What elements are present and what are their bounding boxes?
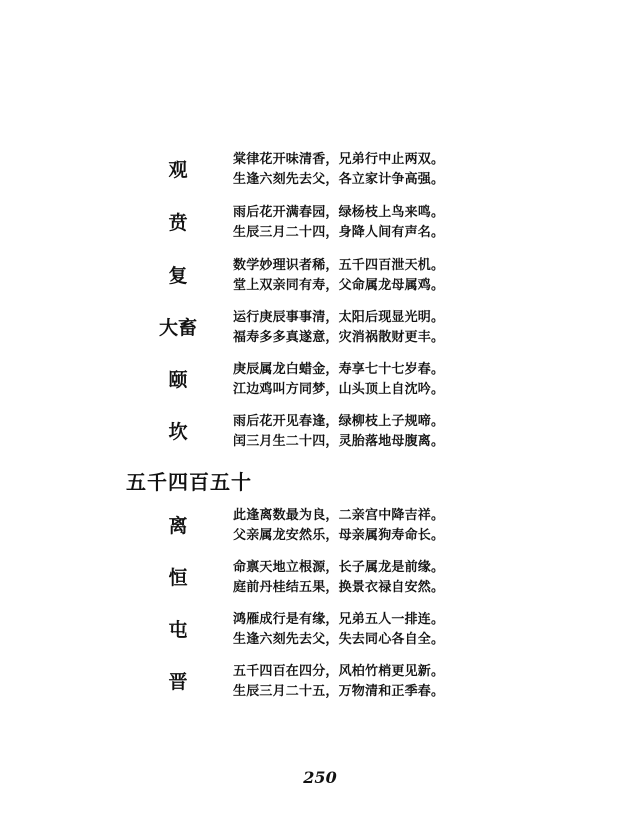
verse-text (233, 506, 444, 546)
verse-line: 雨后花开见春逢，绿柳枝上子规啼。 (233, 414, 445, 429)
hexagram-name: 晋 (168, 671, 188, 693)
verse-entry-yi (0, 360, 640, 400)
verse-line: 生逢六刻先去父，各立家计争高强。 (233, 172, 445, 187)
verse-text (233, 203, 444, 243)
verse-line: 生逢六刻先去父，失去同心各自全。 (233, 632, 445, 647)
verse-text (233, 256, 444, 296)
verse-line: 福寿多多真遂意，灾消祸散财更丰。 (233, 330, 445, 345)
verse-line: 庚辰属龙白蜡金，寿享七十七岁春。 (233, 362, 445, 377)
verse-line: 鸿雁成行是有缘，兄弟五人一排连。 (233, 612, 445, 627)
verse-line: 此逢离数最为良，二亲宫中降吉祥。 (233, 508, 445, 523)
verse-line: 闰三月生二十四，灵胎落地母腹离。 (233, 434, 445, 449)
hexagram-name: 坎 (168, 421, 188, 443)
verse-line: 数学妙理识者稀，五千四百泄天机。 (233, 258, 445, 273)
verse-line: 生辰三月二十四，身降人间有声名。 (233, 225, 445, 240)
verse-line: 雨后花开满春园，绿杨枝上鸟来鸣。 (233, 205, 445, 220)
verse-entry-guan (0, 150, 640, 190)
hexagram-name: 复 (168, 265, 188, 287)
verse-line: 堂上双亲同有寿，父命属龙母属鸡。 (233, 278, 445, 293)
verse-text (233, 610, 444, 650)
hexagram-name: 颐 (168, 369, 188, 391)
hexagram-name: 离 (168, 515, 188, 537)
hexagram-name: 贲 (168, 212, 188, 234)
verse-text (233, 150, 444, 190)
verse-line: 江边鸡叫方同梦，山头顶上自沈吟。 (233, 382, 445, 397)
hexagram-name: 大畜 (158, 317, 197, 339)
verse-line: 棠律花开味清香，兄弟行中止两双。 (233, 152, 445, 167)
verse-entry-dachu (0, 308, 640, 348)
page-number: 250 (303, 768, 337, 787)
verse-line: 庭前丹桂结五果，换景衣禄自安然。 (233, 580, 445, 595)
verse-text (233, 360, 444, 400)
verse-entry-zhun (0, 610, 640, 650)
hexagram-name: 观 (168, 159, 188, 181)
verse-line: 五千四百在四分，风柏竹梢更见新。 (233, 664, 445, 679)
verse-entry-jin (0, 662, 640, 702)
verse-text (233, 662, 444, 702)
hexagram-name: 恒 (168, 567, 188, 589)
hexagram-name: 屯 (168, 619, 188, 641)
verse-entry-fu (0, 256, 640, 296)
verse-entry-li (0, 506, 640, 546)
verse-line: 生辰三月二十五，万物清和正季春。 (233, 684, 445, 699)
verse-entry-kan (0, 412, 640, 452)
verse-text (233, 412, 444, 452)
verse-text (233, 558, 444, 598)
section-heading: 五千四百五十 (126, 470, 252, 494)
verse-text (233, 308, 444, 348)
verse-line: 命禀天地立根源，长子属龙是前缘。 (233, 560, 445, 575)
verse-line: 运行庚辰事事清，太阳后现显光明。 (233, 310, 445, 325)
verse-line: 父亲属龙安然乐，母亲属狗寿命长。 (233, 528, 445, 543)
verse-entry-heng (0, 558, 640, 598)
verse-entry-bi (0, 203, 640, 243)
